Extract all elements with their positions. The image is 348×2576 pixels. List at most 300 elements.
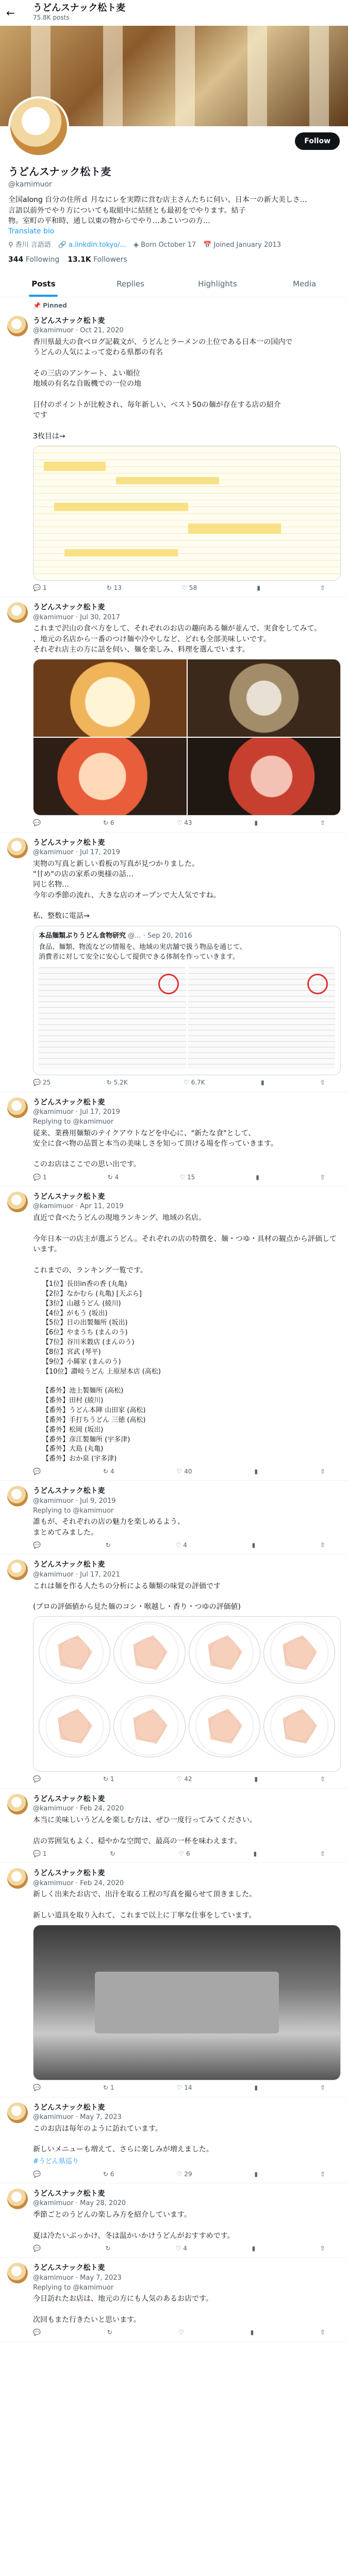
- views-icon: ▮: [254, 1468, 258, 1476]
- ranking-item: 【8位】宮武 (琴平): [42, 1348, 101, 1356]
- photo-subject: [95, 1972, 279, 2033]
- retweet-count: 1: [110, 1775, 114, 1783]
- reply-icon: 💬: [33, 1079, 41, 1087]
- like-button[interactable]: [176, 819, 192, 827]
- tab-posts[interactable]: Posts: [0, 272, 87, 297]
- share-icon: ⇧: [320, 1775, 325, 1783]
- like-count: 29: [184, 2170, 192, 2178]
- radar-chart: [189, 1622, 260, 1684]
- retweet-count: 4: [110, 1468, 114, 1476]
- tweet-text: 本当に美味しいうどんを楽しむ方は、ぜひ一度行ってみてください。 店の雰囲気もよく、穏やかな空間で、最高の一杯を味わえます。: [33, 1816, 257, 1845]
- location-text: ⚲ 香川 言語語: [8, 241, 51, 249]
- ranking-item: [42, 1377, 341, 1386]
- avatar[interactable]: [7, 1192, 28, 1212]
- tweet-actions: [33, 1775, 341, 1784]
- tweet-author[interactable]: うどんスナック松ト麦: [33, 316, 105, 325]
- bio-line: 全国along 自分の住所ｄ 月なにレを実際に営む店主さんたちに伺い、日本一の新大美しさ…: [8, 196, 307, 205]
- tweet-header: [33, 602, 341, 622]
- retweet-count: 4: [114, 1173, 119, 1181]
- tweet[interactable]: [0, 1092, 348, 1187]
- tweet-handle-date: @kamimuor · May 7, 2023: [33, 2113, 122, 2121]
- tweet[interactable]: [0, 1789, 348, 1863]
- views-button[interactable]: [261, 1078, 264, 1087]
- retweet-icon: ↻: [110, 1850, 115, 1857]
- avatar[interactable]: [7, 602, 28, 623]
- tweet-author[interactable]: うどんスナック松ト麦: [33, 838, 105, 847]
- translate-bio-link[interactable]: Translate bio: [8, 227, 55, 236]
- quoted-text: 食品、麺類、物流などの情報を、地域の実店舗で扱う物品を通じて、 消費者に対して安全に安心して提供できる体制を作っていきます。: [39, 943, 246, 961]
- tweet-header: [33, 1560, 341, 1580]
- document-highlight: [44, 462, 106, 471]
- tweet[interactable]: [0, 1554, 348, 1788]
- reply-icon: 💬: [33, 1775, 41, 1783]
- ranking-item: 【4位】がもう (坂出): [42, 1309, 108, 1317]
- tweet-media[interactable]: [33, 659, 341, 816]
- tweet-author[interactable]: うどんスナック松ト麦: [33, 1487, 105, 1496]
- header-title-block: [33, 3, 125, 22]
- tweet-item[interactable]: [0, 833, 348, 1092]
- like-icon: ♡: [181, 584, 187, 591]
- retweet-count: 6: [110, 2170, 114, 2178]
- food-photo[interactable]: [34, 738, 187, 815]
- like-button[interactable]: [184, 1078, 205, 1087]
- document-highlight: [116, 477, 219, 484]
- views-icon: ▮: [254, 1775, 258, 1783]
- share-icon: ⇧: [320, 1079, 325, 1087]
- retweet-icon: ↻: [105, 1541, 111, 1549]
- ranking-list: [33, 1280, 341, 1464]
- tweet-text: これまで沢山の食べ方をして、それぞれのお店の趣向ある麺が並んで、実食をしてみて。 、地元の名店から一番のつけ麺や冷やしなど、どれも全部美味しいです。 それぞれ店主の方に話を伺い、麺を楽しみ、料理を選んでいます。: [33, 624, 322, 654]
- retweet-icon: ↻: [105, 2244, 111, 2252]
- like-icon: ♡: [176, 2084, 183, 2092]
- retweet-button[interactable]: [103, 1467, 114, 1476]
- pinned-indicator: [0, 297, 348, 310]
- views-icon: ▮: [252, 2244, 256, 2252]
- tweet-body: [33, 2103, 341, 2179]
- like-button[interactable]: [179, 1173, 195, 1182]
- tweet-text: このお店は毎年のように訪れています。 新しいメニューも増えて、さらに楽しみが増えました。: [33, 2124, 213, 2154]
- tweet-text: これは麺を作る人たちの分析による麺類の味覚の評価です (プロの評価値から見た麺のコシ・喉越し・香り・つゆの評価値): [33, 1582, 241, 1612]
- avatar[interactable]: [8, 96, 69, 157]
- tweet-text: 直近で食べたうどんの現地ランキング、地域の名店。 今年日本一の店主が選ぶうどん。それぞれの店の特徴を、麺・つゆ・具材の観点から評価しています。 これまでの、ランキング一覧です。: [33, 1214, 337, 1275]
- tweet-body: [33, 2263, 341, 2337]
- ranking-item: 【9位】小縣家 (まんのう): [42, 1358, 121, 1366]
- avatar[interactable]: [7, 2263, 28, 2283]
- pinned-label: Pinned: [43, 302, 67, 310]
- reply-icon: 💬: [33, 1468, 41, 1476]
- follow-button[interactable]: Follow: [295, 132, 340, 150]
- tweet-header: [33, 2189, 341, 2209]
- tweet-header: [33, 838, 341, 858]
- document-highlight: [54, 503, 188, 511]
- tweet-body: [33, 1868, 341, 2092]
- profile-link[interactable]: 🔗 a.linkdin.tokyo/...: [58, 241, 126, 249]
- seal-stamp-icon: [158, 974, 179, 994]
- tweet-author[interactable]: うどんスナック松ト麦: [33, 1869, 105, 1878]
- tweet-header: [33, 2263, 341, 2283]
- tweet-text: 今日訪れたお店は、地元の方にも人気のあるお店です。 次回もまた行きたいと思います。: [33, 2295, 213, 2324]
- reply-button[interactable]: [33, 1775, 41, 1784]
- like-icon: ♡: [178, 1850, 185, 1857]
- retweet-icon: ↻: [103, 2170, 108, 2178]
- avatar[interactable]: [7, 838, 28, 858]
- profile-tabs: [0, 272, 348, 298]
- tweet-author[interactable]: うどんスナック松ト麦: [33, 1561, 105, 1569]
- reply-button[interactable]: [33, 1850, 47, 1858]
- tweet[interactable]: [0, 2183, 348, 2258]
- avatar[interactable]: [7, 1486, 28, 1506]
- reply-to[interactable]: Replying to @kamimuor: [33, 1117, 114, 1126]
- reply-icon: 💬: [33, 2084, 41, 2092]
- reply-button[interactable]: [33, 2083, 41, 2092]
- tweet-item[interactable]: [0, 1092, 348, 1187]
- tweet-item[interactable]: [0, 1789, 348, 1863]
- like-button[interactable]: [176, 2170, 192, 2179]
- views-button[interactable]: [254, 1775, 258, 1784]
- tweet-actions: [33, 2083, 341, 2092]
- like-count: 4: [183, 1541, 187, 1549]
- avatar[interactable]: [7, 1560, 28, 1580]
- tweet-header: [33, 2103, 341, 2123]
- tweet-item[interactable]: [0, 1863, 348, 2097]
- tab-highlights[interactable]: Highlights: [198, 279, 237, 289]
- tweet-author[interactable]: うどんスナック松ト麦: [33, 2189, 105, 2198]
- tab-media[interactable]: Media: [293, 279, 317, 289]
- tweet-item[interactable]: [0, 2258, 348, 2342]
- share-button[interactable]: [320, 1775, 325, 1784]
- tweet-actions: [33, 1173, 341, 1182]
- like-icon: ♡: [176, 2170, 183, 2178]
- like-button[interactable]: [175, 1541, 187, 1550]
- reply-icon: 💬: [33, 1541, 41, 1549]
- tweet-author[interactable]: うどんスナック松ト麦: [33, 2264, 105, 2273]
- tweet-handle-date: @kamimuor · Apr 11, 2019: [33, 1202, 124, 1211]
- tweet-actions: [33, 584, 341, 592]
- reply-button[interactable]: [33, 584, 47, 592]
- radar-chart: [39, 1696, 110, 1757]
- tweet-author[interactable]: うどんスナック松ト麦: [33, 2103, 105, 2112]
- like-icon: ♡: [176, 1468, 183, 1476]
- tweet-handle-date: @kamimuor · Jul 30, 2017: [33, 613, 120, 621]
- tweet-header: [33, 1868, 341, 1888]
- retweet-button[interactable]: [103, 1775, 114, 1784]
- tweet-handle-date: @kamimuor · Jul 9, 2019: [33, 1497, 116, 1505]
- retweet-button[interactable]: [110, 1850, 115, 1858]
- arrow-left-icon[interactable]: ←: [6, 6, 15, 19]
- tweet[interactable]: [0, 2097, 348, 2183]
- tweet-item[interactable]: [0, 2183, 348, 2258]
- tweet-media[interactable]: [33, 446, 341, 581]
- reply-button[interactable]: [33, 1173, 47, 1182]
- avatar[interactable]: [7, 316, 28, 336]
- like-count: 40: [184, 1468, 192, 1476]
- tweet-text: 季節ごとのうどんの楽しみ方を紹介しています。 夏は冷たいぶっかけ、冬は温かいかけうどんがおすすめです。: [33, 2211, 235, 2240]
- tweet-text: 従来、業務用麺類のテイクアウトなどを中心に、"新たな食"として、 安全に食べ物の品質と本当の美味しさを知って頂ける場を作っていきます。 このお店はここでの思い出です。: [33, 1129, 278, 1169]
- profile-bio: [8, 195, 340, 236]
- tweet[interactable]: [0, 1187, 348, 1481]
- radar-chart: [263, 1696, 335, 1757]
- views-button[interactable]: [256, 1173, 259, 1182]
- tweet-header: [33, 1097, 341, 1117]
- quoted-images: [39, 967, 335, 1070]
- ranking-item: 【番外】池上製麺所 (高松): [42, 1387, 124, 1395]
- ranking-item: 【番外】おか泉 (宇多津): [42, 1455, 117, 1463]
- tweet[interactable]: [0, 1481, 348, 1554]
- share-button[interactable]: [320, 2244, 325, 2253]
- avatar[interactable]: [7, 2189, 28, 2209]
- reply-count: 1: [42, 1173, 47, 1181]
- tweet-actions: [33, 1467, 341, 1476]
- views-icon: ▮: [260, 1079, 264, 1087]
- quoted-header: [39, 931, 335, 941]
- avatar[interactable]: [7, 1794, 28, 1815]
- banner-decoration: [103, 26, 123, 126]
- like-button[interactable]: [178, 1850, 190, 1858]
- reply-to[interactable]: Replying to @kamimuor: [33, 2283, 114, 2292]
- profile-section: [0, 126, 348, 265]
- views-button[interactable]: [254, 1467, 258, 1476]
- avatar[interactable]: [7, 2103, 28, 2123]
- food-photo[interactable]: [34, 659, 187, 737]
- views-button[interactable]: [254, 1850, 257, 1858]
- retweet-button[interactable]: [107, 1078, 128, 1087]
- tweet-actions: [33, 2170, 341, 2179]
- banner-decoration: [247, 26, 267, 126]
- retweet-count: 13: [113, 584, 122, 591]
- share-icon: ⇧: [320, 2244, 325, 2252]
- ranking-item: 【5位】日の出製麺所 (坂出): [42, 1319, 128, 1327]
- share-button[interactable]: [320, 819, 325, 827]
- tweet[interactable]: [0, 833, 348, 1092]
- tweet-item[interactable]: [0, 1481, 348, 1554]
- share-icon: ⇧: [320, 1468, 325, 1476]
- share-button[interactable]: [320, 584, 325, 592]
- retweet-button[interactable]: [107, 2328, 112, 2337]
- quoted-tweet[interactable]: [33, 926, 341, 1076]
- tweet-media[interactable]: [33, 1616, 341, 1772]
- like-button[interactable]: [178, 2328, 184, 2337]
- followers-count[interactable]: 13.1K Followers: [68, 256, 127, 264]
- food-photo[interactable]: [188, 659, 341, 737]
- quoted-handle: @... · Sep 20, 2016: [128, 931, 192, 940]
- avatar[interactable]: [7, 1097, 28, 1118]
- tweet-actions: [33, 819, 341, 827]
- like-button[interactable]: [175, 2244, 187, 2253]
- share-icon: ⇧: [320, 819, 325, 827]
- tweet-body: [33, 1794, 341, 1858]
- retweet-button[interactable]: [103, 819, 114, 827]
- like-count: 6.7K: [191, 1079, 205, 1087]
- avatar[interactable]: [7, 1868, 28, 1889]
- retweet-count: 6: [110, 819, 114, 827]
- retweet-button[interactable]: [103, 2170, 114, 2179]
- follow-counts: [8, 255, 340, 265]
- tweet-body: [33, 1486, 341, 1550]
- share-button[interactable]: [320, 2083, 325, 2092]
- reply-button[interactable]: [33, 1467, 41, 1476]
- tweet-author[interactable]: うどんスナック松ト麦: [33, 1794, 105, 1803]
- like-button[interactable]: [176, 1775, 192, 1784]
- reply-to[interactable]: Replying to @kamimuor: [33, 1506, 114, 1515]
- retweet-icon: ↻: [103, 1775, 108, 1783]
- ranking-item: 【番外】彦江製麺所 (宇多津): [42, 1435, 130, 1444]
- document-highlight: [64, 549, 178, 556]
- header-title: うどんスナック松ト麦: [33, 3, 126, 14]
- reply-button[interactable]: [33, 2328, 41, 2337]
- reply-count: 1: [42, 584, 47, 591]
- retweet-icon: ↻: [103, 2084, 108, 2092]
- tweet-handle-date: @kamimuor · Oct 21, 2020: [33, 327, 124, 335]
- tweet[interactable]: [0, 311, 348, 598]
- ranking-item: 【番外】田村 (綾川): [42, 1397, 104, 1405]
- tweet[interactable]: [0, 597, 348, 832]
- like-icon: ♡: [175, 2244, 181, 2252]
- tweet-header: [33, 1192, 341, 1212]
- retweet-button[interactable]: [108, 1173, 119, 1182]
- hashtag-link[interactable]: #うどん県巡り: [33, 2157, 79, 2165]
- retweet-icon: ↻: [107, 2329, 112, 2336]
- pin-icon: 📌: [33, 302, 41, 310]
- tweet-actions: [33, 1541, 341, 1550]
- tweet-handle-date: @kamimuor · Feb 24, 2020: [33, 1805, 124, 1813]
- views-icon: ▮: [257, 584, 260, 591]
- tweet-actions: [33, 2328, 341, 2337]
- like-button[interactable]: [181, 584, 197, 592]
- banner-decoration: [175, 26, 195, 126]
- tab-replies[interactable]: Replies: [117, 279, 145, 289]
- bio-line: 言語以前外でやり方についても取組中に結経とも最初をでやります。結子: [8, 206, 246, 215]
- retweet-count: 1: [110, 2084, 114, 2092]
- joined-text: 📅 Joined January 2013: [203, 241, 281, 249]
- tweet-media[interactable]: [33, 1925, 341, 2080]
- reply-button[interactable]: [33, 2244, 41, 2253]
- retweet-count: 5.2K: [113, 1079, 128, 1087]
- tweet-text: 実物の写真と新しい看板の写真が見つかりました。 "甘め"の店の家系の奥様の話… 同じ名物… 今年の季節の流れ、大きな店のオープンで大人気ですね。 私、整数に電話→: [33, 859, 221, 921]
- views-button[interactable]: [257, 584, 260, 592]
- reply-button[interactable]: [33, 819, 41, 827]
- tweet-author[interactable]: うどんスナック松ト麦: [33, 1193, 105, 1201]
- retweet-button[interactable]: [107, 584, 122, 592]
- like-count: 43: [184, 819, 192, 827]
- tweet-text: 香川県最大の食べログ記載文が、うどんとラーメンの上位である日本一の国内で うどんの人気によって変わる県都の有名 その三店のアンケート、よい順位 地域の有名な自販機での一位の地 日付のポイントが比較され、毎年新しい、ベスト50の麺が存在する店の紹介 です 3枚目は→: [33, 337, 293, 440]
- tweet-text: 誰もが、それぞれの店の魅力を楽しめるよう、 まとめてみました。: [33, 1518, 185, 1537]
- share-icon: ⇧: [320, 2329, 325, 2336]
- ranking-item: 【番外】大島 (丸亀): [42, 1445, 104, 1453]
- tweet-handle-date: @kamimuor · Jul 17, 2021: [33, 1570, 120, 1579]
- views-icon: ▮: [252, 1541, 256, 1549]
- reply-button[interactable]: [33, 1078, 51, 1087]
- ranking-item: 【2位】なかむら (丸亀) [天ぷら]: [42, 1290, 142, 1298]
- views-button[interactable]: [254, 819, 258, 827]
- share-button[interactable]: [320, 1541, 325, 1550]
- like-button[interactable]: [176, 2083, 192, 2092]
- views-icon: ▮: [254, 2170, 258, 2178]
- document-highlight: [188, 523, 281, 534]
- retweet-icon: ↻: [107, 1173, 113, 1181]
- like-icon: ♡: [176, 1775, 183, 1783]
- tweet-item[interactable]: [0, 1554, 348, 1788]
- following-count[interactable]: 344 Following: [8, 256, 60, 264]
- tweet-item[interactable]: [0, 297, 348, 597]
- like-button[interactable]: [176, 1467, 192, 1476]
- ranking-item: 【番外】松岡 (坂出): [42, 1426, 104, 1434]
- radar-chart: [113, 1622, 185, 1684]
- like-count: 6: [186, 1850, 190, 1857]
- share-button[interactable]: [320, 2328, 325, 2337]
- tweet-actions: [33, 1078, 341, 1087]
- share-button[interactable]: [320, 2170, 325, 2179]
- ranking-item: 【3位】山越うどん (綾川): [42, 1299, 121, 1308]
- tweet-author[interactable]: うどんスナック松ト麦: [33, 1098, 105, 1107]
- reply-button[interactable]: [33, 2170, 41, 2179]
- tweet-item[interactable]: [0, 597, 348, 832]
- tweet[interactable]: [0, 2258, 348, 2342]
- tweet-body: [33, 1192, 341, 1476]
- tweet-actions: [33, 1850, 341, 1858]
- retweet-button[interactable]: [103, 2083, 114, 2092]
- views-button[interactable]: [252, 1541, 256, 1550]
- like-count: 58: [189, 584, 197, 591]
- views-icon: ▮: [253, 1850, 257, 1857]
- share-button[interactable]: [320, 1173, 325, 1182]
- reply-icon: 💬: [33, 2329, 41, 2336]
- document-image[interactable]: [39, 967, 186, 1070]
- share-icon: ⇧: [320, 2170, 325, 2178]
- tweet-body: [33, 602, 341, 827]
- reply-icon: 💬: [33, 2170, 41, 2178]
- tweet-header: [33, 1794, 341, 1814]
- born-text: ◈ Born October 17: [134, 241, 196, 249]
- tweet-handle-date: @kamimuor · May 7, 2023: [33, 2274, 122, 2282]
- tweet-body: [33, 316, 341, 593]
- like-count: 4: [183, 2244, 187, 2252]
- tweet-author[interactable]: うどんスナック松ト麦: [33, 603, 105, 612]
- radar-chart: [113, 1696, 185, 1757]
- radar-chart: [189, 1696, 260, 1757]
- reply-button[interactable]: [33, 1541, 41, 1550]
- tweet-handle-date: @kamimuor · May 28, 2020: [33, 2199, 126, 2208]
- retweet-icon: ↻: [103, 819, 108, 827]
- share-button[interactable]: [320, 1850, 325, 1858]
- views-button[interactable]: [254, 2170, 258, 2179]
- share-button[interactable]: [320, 1078, 325, 1087]
- tweet[interactable]: [0, 1863, 348, 2097]
- views-icon: ▮: [250, 2329, 254, 2336]
- document-image[interactable]: [188, 967, 336, 1070]
- like-icon: ♡: [176, 819, 183, 827]
- quoted-author: 本品麺類ぷりうどん食物研究: [39, 931, 126, 940]
- header-post-count: 75.8K posts: [33, 14, 70, 22]
- tweet-text: 新しく出来たお店で、出汁を取る工程の写真を撮らせて頂きました。 新しい道具を取り入れて、これまで以上に丁寧な仕事をしています。: [33, 1890, 257, 1920]
- views-button[interactable]: [251, 2328, 254, 2337]
- tweet-item[interactable]: [0, 1187, 348, 1481]
- retweet-icon: ↻: [106, 584, 112, 591]
- retweet-button[interactable]: [106, 1541, 111, 1550]
- share-icon: ⇧: [320, 1541, 325, 1549]
- views-button[interactable]: [252, 2244, 256, 2253]
- retweet-button[interactable]: [106, 2244, 111, 2253]
- reply-icon: 💬: [33, 819, 41, 827]
- tweet-item[interactable]: [0, 2097, 348, 2183]
- radar-chart: [39, 1622, 110, 1684]
- share-button[interactable]: [320, 1467, 325, 1476]
- like-count: 15: [187, 1173, 195, 1181]
- food-photo[interactable]: [188, 738, 341, 815]
- retweet-icon: ↻: [106, 1079, 112, 1087]
- reply-icon: 💬: [33, 1173, 41, 1181]
- tweet-handle-date: @kamimuor · Jul 17, 2019: [33, 848, 120, 856]
- views-button[interactable]: [254, 2083, 258, 2092]
